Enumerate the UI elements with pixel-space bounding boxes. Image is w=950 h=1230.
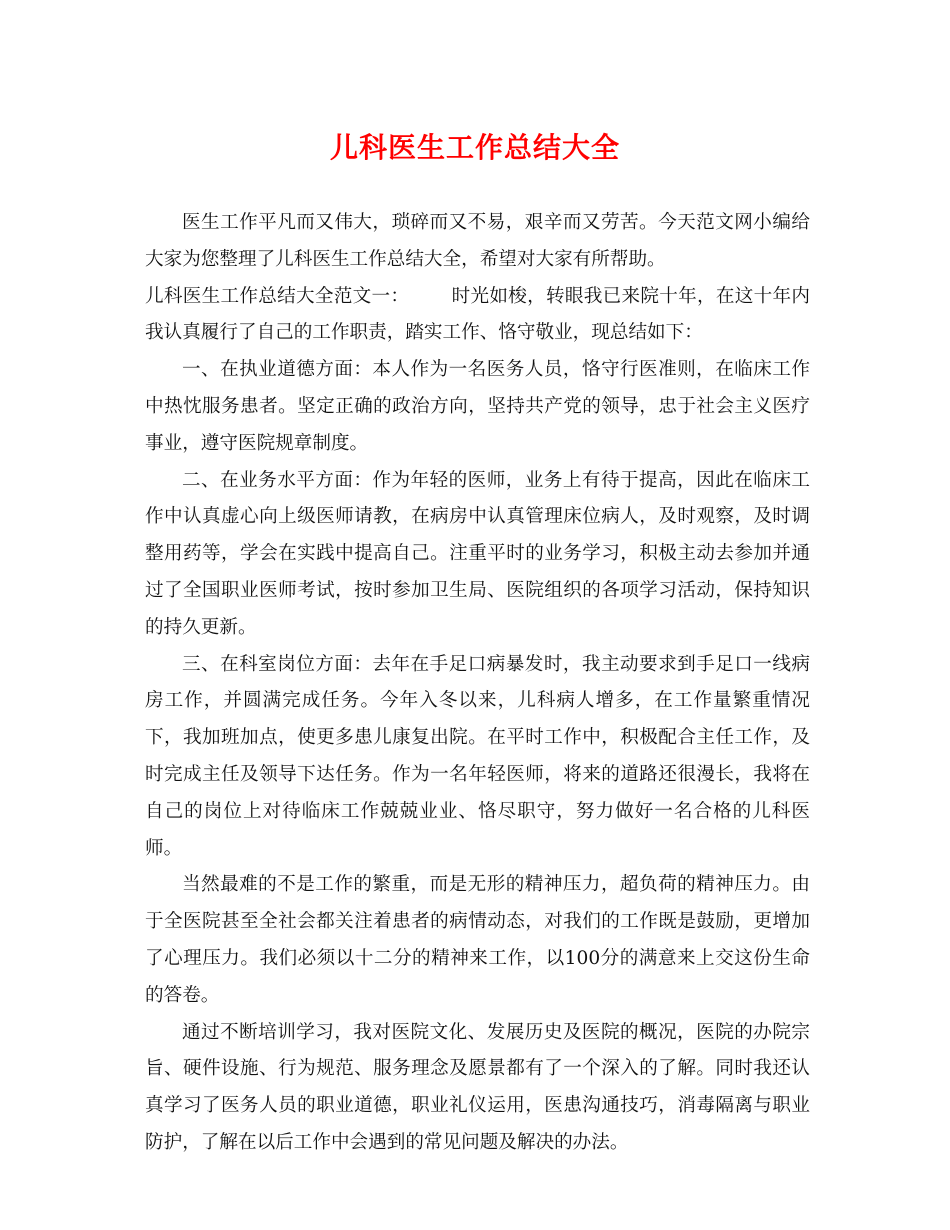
document-body (145, 205, 810, 1162)
sample-heading: 儿科医生工作总结大全范文一： (145, 285, 410, 307)
sample-paragraph (145, 279, 810, 353)
body-paragraph-pressure: 当然最难的不是工作的繁重，而是无形的精神压力，超负荷的精神压力。由于全医院甚至全社会都关注着患者的病情动态，对我们的工作既是鼓励，更增加了心理压力。我们必须以十二分的精神来工作，以100分的满意来上交这份生命的答卷。 (145, 874, 810, 1006)
body-paragraph-skills: 二、在业务水平方面：作为年轻的医师，业务上有待于提高，因此在临床工作中认真虚心向上级医师请教，在病房中认真管理床位病人，及时观察，及时调整用药等，学会在实践中提高自己。注重平时的业务学习，积极主动去参加并通过了全国职业医师考试，按时参加卫生局、医院组织的各项学习活动，保持知识的持久更新。 (145, 469, 810, 638)
intro-paragraph: 医生工作平凡而又伟大，琐碎而又不易，艰辛而又劳苦。今天范文网小编给大家为您整理了儿科医生工作总结大全，希望对大家有所帮助。 (145, 212, 810, 270)
body-paragraph-ethics: 一、在执业道德方面：本人作为一名医务人员，恪守行医准则，在临床工作中热忱服务患者。坚定正确的政治方向，坚持共产党的领导，忠于社会主义医疗事业，遵守医院规章制度。 (145, 359, 810, 454)
body-paragraph-training: 通过不断培训学习，我对医院文化、发展历史及医院的概况，医院的办院宗旨、硬件设施、行为规范、服务理念及愿景都有了一个深入的了解。同时我还认真学习了医务人员的职业道德，职业礼仪运用，医患沟通技巧，消毒隔离与职业防护，了解在以后工作中会遇到的常见问题及解决的办法。 (145, 1021, 810, 1153)
sample-opening: 时光如梭，转眼我已来院十年，在这十年内我认真履行了自己的工作职责，踏实工作、恪守敬业，现总结如下： (145, 285, 810, 344)
document-title: 儿科医生工作总结大全 (329, 131, 620, 164)
body-paragraph-post: 三、在科室岗位方面：去年在手足口病暴发时，我主动要求到手足口一线病房工作，并圆满完成任务。今年入冬以来，儿科病人增多，在工作量繁重情况下，我加班加点，使更多患儿康复出院。在平时工作中，积极配合主任工作，及时完成主任及领导下达任务。作为一名年轻医师，将来的道路还很漫长，我将在自己的岗位上对待临床工作兢兢业业、恪尽职守，努力做好一名合格的儿科医师。 (145, 653, 810, 859)
